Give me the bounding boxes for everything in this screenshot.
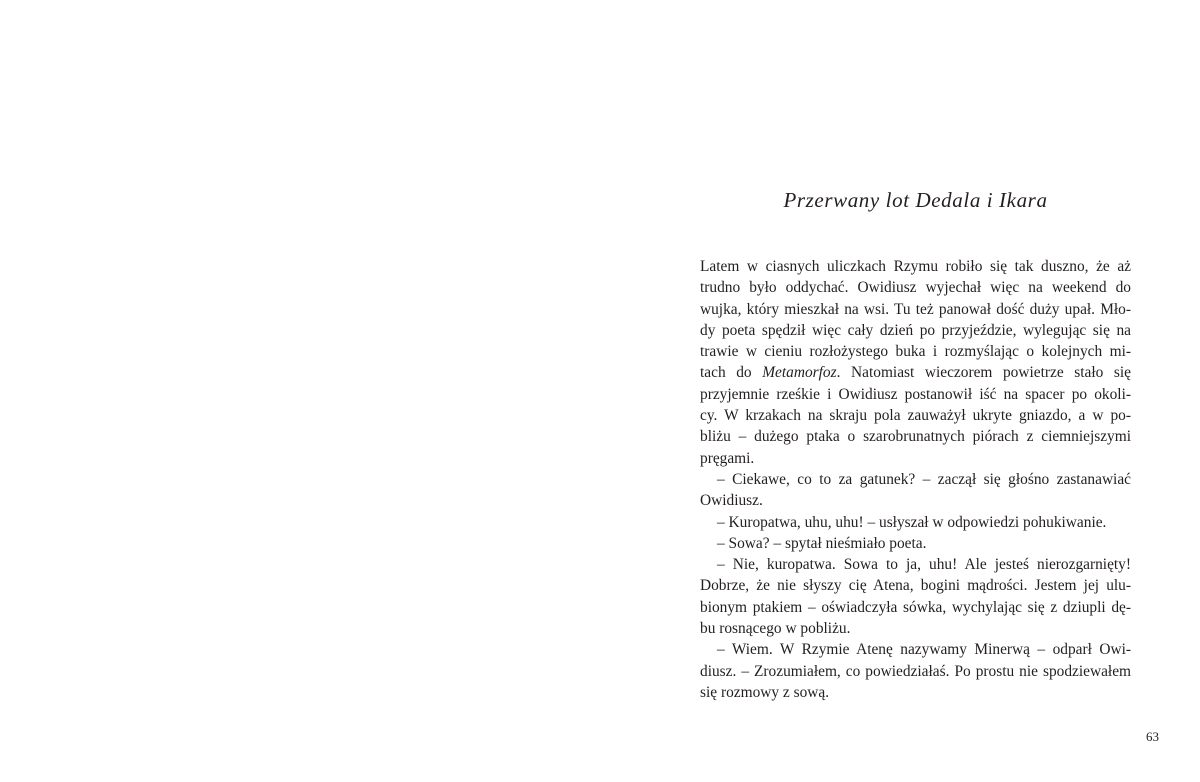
text-line: pręgami.: [700, 449, 755, 467]
dialogue-line: – Sowa? – spytał nieśmiało poeta.: [717, 534, 927, 552]
text-line-with-italic: [700, 362, 1131, 383]
dialogue-line: – Ciekawe, co to za gatunek? – zaczął się głośno zastanawiać: [717, 470, 1131, 488]
text-line: trawie w cieniu rozłożystego buka i rozmyślając o kolejnych mi-: [700, 343, 1131, 361]
page-number: 63: [1146, 729, 1159, 744]
text-line: się rozmowy z sową.: [700, 683, 830, 701]
text-line: trudno było oddychać. Owidiusz wyjechał więc na weekend do: [700, 279, 1131, 297]
body-text: [700, 256, 1131, 703]
text-line: bu rosnącego w pobliżu.: [700, 620, 851, 638]
text-line: wujka, który mieszkał na wsi. Tu też panował dość duży upał. Mło-: [700, 300, 1131, 318]
text-line: diusz. – Zrozumiałem, co powiedziałaś. Po prostu nie spodziewałem: [700, 662, 1131, 680]
text-line: cy. W krzakach na skraju pola zauważył ukryte gniazdo, a w po-: [700, 407, 1131, 425]
book-title-italic: Metamorfoz: [762, 364, 837, 382]
text-fragment: . Natomiast wieczorem powietrze stało się: [836, 364, 1131, 382]
text-line: przyjemnie rześkie i Owidiusz postanowił iść na spacer po okoli-: [700, 385, 1131, 403]
text-line: dy poeta spędził więc cały dzień po przyjeździe, wylegując się na: [700, 321, 1131, 339]
dialogue-line: – Kuropatwa, uhu, uhu! – usłyszał w odpowiedzi pohukiwanie.: [717, 513, 1107, 531]
dialogue-line: – Nie, kuropatwa. Sowa to ja, uhu! Ale jesteś nierozgarnięty!: [717, 556, 1131, 574]
text-line: Latem w ciasnych uliczkach Rzymu robiło się tak duszno, że aż: [700, 258, 1131, 275]
dialogue-line: – Wiem. W Rzymie Atenę nazywamy Minerwą – odparł Owi-: [717, 641, 1131, 659]
text-line: bionym ptakiem – oświadczyła sówka, wychylając się z dziupli dę-: [700, 598, 1131, 616]
text-line: bliżu – dużego ptaka o szarobrunatnych piórach z ciemniejszymi: [700, 428, 1131, 446]
text-fragment: tach do: [700, 364, 763, 382]
text-line: Owidiusz.: [700, 492, 763, 510]
chapter-title: Przerwany lot Dedala i Ikara: [783, 188, 1048, 212]
text-line: Dobrze, że nie słyszy cię Atena, bogini mądrości. Jestem jej ulu-: [700, 577, 1131, 595]
